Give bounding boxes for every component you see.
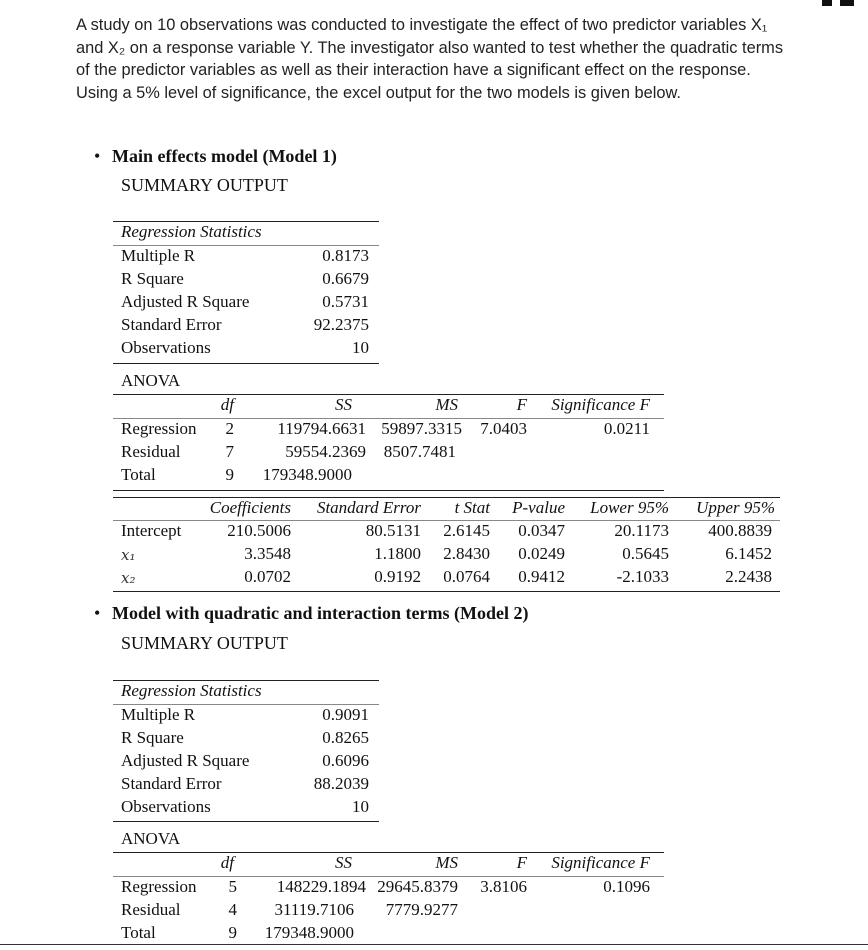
coef-se: 0.9192 [374, 567, 421, 586]
coef-se: 80.5131 [365, 521, 421, 540]
reg-stat-label: Standard Error [121, 774, 222, 793]
reg-stat-label: Adjusted R Square [121, 292, 250, 311]
coef-t: 0.0764 [443, 567, 490, 586]
coef-value: 3.3548 [244, 544, 291, 563]
reg-stat-value: 92.2375 [313, 315, 369, 334]
reg-stat-value: 0.8265 [322, 728, 369, 747]
intro-line: Using a 5% level of significance, the excel output for the two models is given below. [76, 83, 681, 102]
reg-stat-value: 0.6679 [322, 269, 369, 288]
anova-header-ss: SS [335, 853, 352, 872]
reg-stat-label: Observations [121, 797, 211, 816]
page-corner-mark [840, 0, 854, 6]
coef-row-label: x₁ [121, 546, 136, 564]
coef-header: Coefficients [209, 498, 291, 517]
intro-line: A study on 10 observations was conducted to investigate the effect of two predictor variables X₁ [76, 16, 768, 34]
coef-lower: 20.1173 [614, 521, 669, 540]
coef-p: 0.0249 [518, 544, 565, 563]
reg-stat-value: 0.5731 [322, 292, 369, 311]
coef-p: 0.0347 [518, 521, 565, 540]
coef-header: Standard Error [316, 498, 421, 517]
model1-heading-text: Main effects model (Model 1) [112, 146, 337, 166]
bullet-icon: • [94, 603, 101, 623]
anova-ss: 31119.7106 [274, 900, 354, 919]
model1-heading [94, 146, 337, 167]
anova-row-label: Residual [121, 442, 181, 461]
table-rule [113, 490, 664, 491]
coef-header: Upper 95% [696, 498, 775, 517]
reg-stat-label: Adjusted R Square [121, 751, 250, 770]
reg-stat-label: Standard Error [121, 315, 222, 334]
coef-header: P-value [512, 498, 565, 517]
anova-ss: 179348.9000 [262, 465, 352, 484]
reg-stat-value: 0.9091 [322, 705, 369, 724]
model2-summary-label: SUMMARY OUTPUT [121, 633, 288, 653]
page-corner-mark [822, 0, 832, 6]
anova-df: 2 [225, 419, 234, 438]
coef-se: 1.1800 [374, 544, 421, 563]
anova-row-label: Total [121, 923, 156, 942]
anova-title: ANOVA [121, 829, 181, 848]
anova-header-ms: MS [435, 395, 458, 414]
bullet-icon: • [94, 146, 101, 166]
coef-header: t Stat [454, 498, 490, 517]
anova-df: 7 [225, 442, 234, 461]
anova-row-label: Regression [121, 877, 197, 896]
anova-ss: 119794.6631 [277, 419, 366, 438]
anova-header-f: F [516, 395, 527, 414]
model1-summary-label: SUMMARY OUTPUT [121, 175, 288, 195]
coef-row-label: x₂ [121, 569, 136, 587]
model2-heading [94, 603, 528, 624]
coef-row-label: Intercept [121, 521, 182, 540]
table-rule [113, 821, 379, 822]
intro-line: of the predictor variables as well as their interaction have a significant effect on the response. [76, 61, 751, 79]
anova-df: 4 [228, 900, 237, 919]
reg-stat-label: R Square [121, 728, 184, 747]
reg-stat-label: R Square [121, 269, 184, 288]
intro-line: and X₂ on a response variable Y. The investigator also wanted to test whether the quadratic terms [76, 38, 784, 57]
reg-stat-value: 0.6096 [322, 751, 369, 770]
reg-stat-label: Multiple R [121, 705, 196, 724]
reg-stat-label: Multiple R [121, 246, 196, 265]
coef-p: 0.9412 [518, 567, 565, 586]
model2-heading-text: Model with quadratic and interaction terms (Model 2) [112, 603, 529, 623]
anova-df: 5 [228, 877, 237, 896]
reg-stat-value: 88.2039 [313, 774, 369, 793]
coef-lower: 0.5645 [622, 544, 669, 563]
anova-row-label: Regression [121, 419, 197, 438]
reg-stat-value: 10 [352, 797, 369, 816]
coef-upper: 6.1452 [725, 544, 772, 563]
anova-row-label: Total [121, 465, 156, 484]
reg-stats-title: Regression Statistics [121, 222, 262, 241]
anova-header-f: F [516, 853, 527, 872]
coef-lower: -2.1033 [616, 567, 669, 586]
anova-ss: 179348.9000 [264, 923, 354, 942]
anova-ms: 29645.8379 [377, 877, 458, 896]
anova-df: 9 [228, 923, 237, 942]
anova-ms: 59897.3315 [381, 419, 462, 438]
anova-header-df: df [220, 395, 234, 414]
coef-upper: 400.8839 [708, 521, 772, 540]
reg-stat-value: 0.8173 [322, 246, 369, 265]
anova-header-ss: SS [335, 395, 352, 414]
reg-stat-value: 10 [352, 338, 369, 357]
coef-upper: 2.2438 [725, 567, 772, 586]
reg-stat-label: Observations [121, 338, 211, 357]
anova-ss: 59554.2369 [285, 442, 366, 461]
anova-f: 3.8106 [480, 877, 527, 896]
table-rule [113, 363, 379, 364]
anova-header-ms: MS [435, 853, 458, 872]
problem-statement [76, 14, 861, 104]
anova-title: ANOVA [121, 371, 181, 390]
coef-header: Lower 95% [590, 498, 669, 517]
anova-f: 7.0403 [480, 419, 527, 438]
anova-ms: 8507.7481 [383, 442, 456, 461]
table-rule [113, 591, 780, 592]
coef-t: 2.8430 [443, 544, 490, 563]
anova-header-sigf: Significance F [551, 395, 650, 414]
coef-t: 2.6145 [443, 521, 490, 540]
reg-stats-title: Regression Statistics [121, 681, 262, 700]
anova-sigf: 0.1096 [603, 877, 650, 896]
coef-value: 210.5006 [227, 521, 291, 540]
anova-header-df: df [220, 853, 234, 872]
anova-ss: 148229.1894 [276, 877, 366, 896]
anova-ms: 7779.9277 [385, 900, 458, 919]
anova-row-label: Residual [121, 900, 181, 919]
page-bottom-edge [0, 944, 868, 945]
anova-df: 9 [225, 465, 234, 484]
anova-sigf: 0.0211 [603, 419, 650, 438]
coef-value: 0.0702 [244, 567, 291, 586]
anova-header-sigf: Significance F [551, 853, 650, 872]
